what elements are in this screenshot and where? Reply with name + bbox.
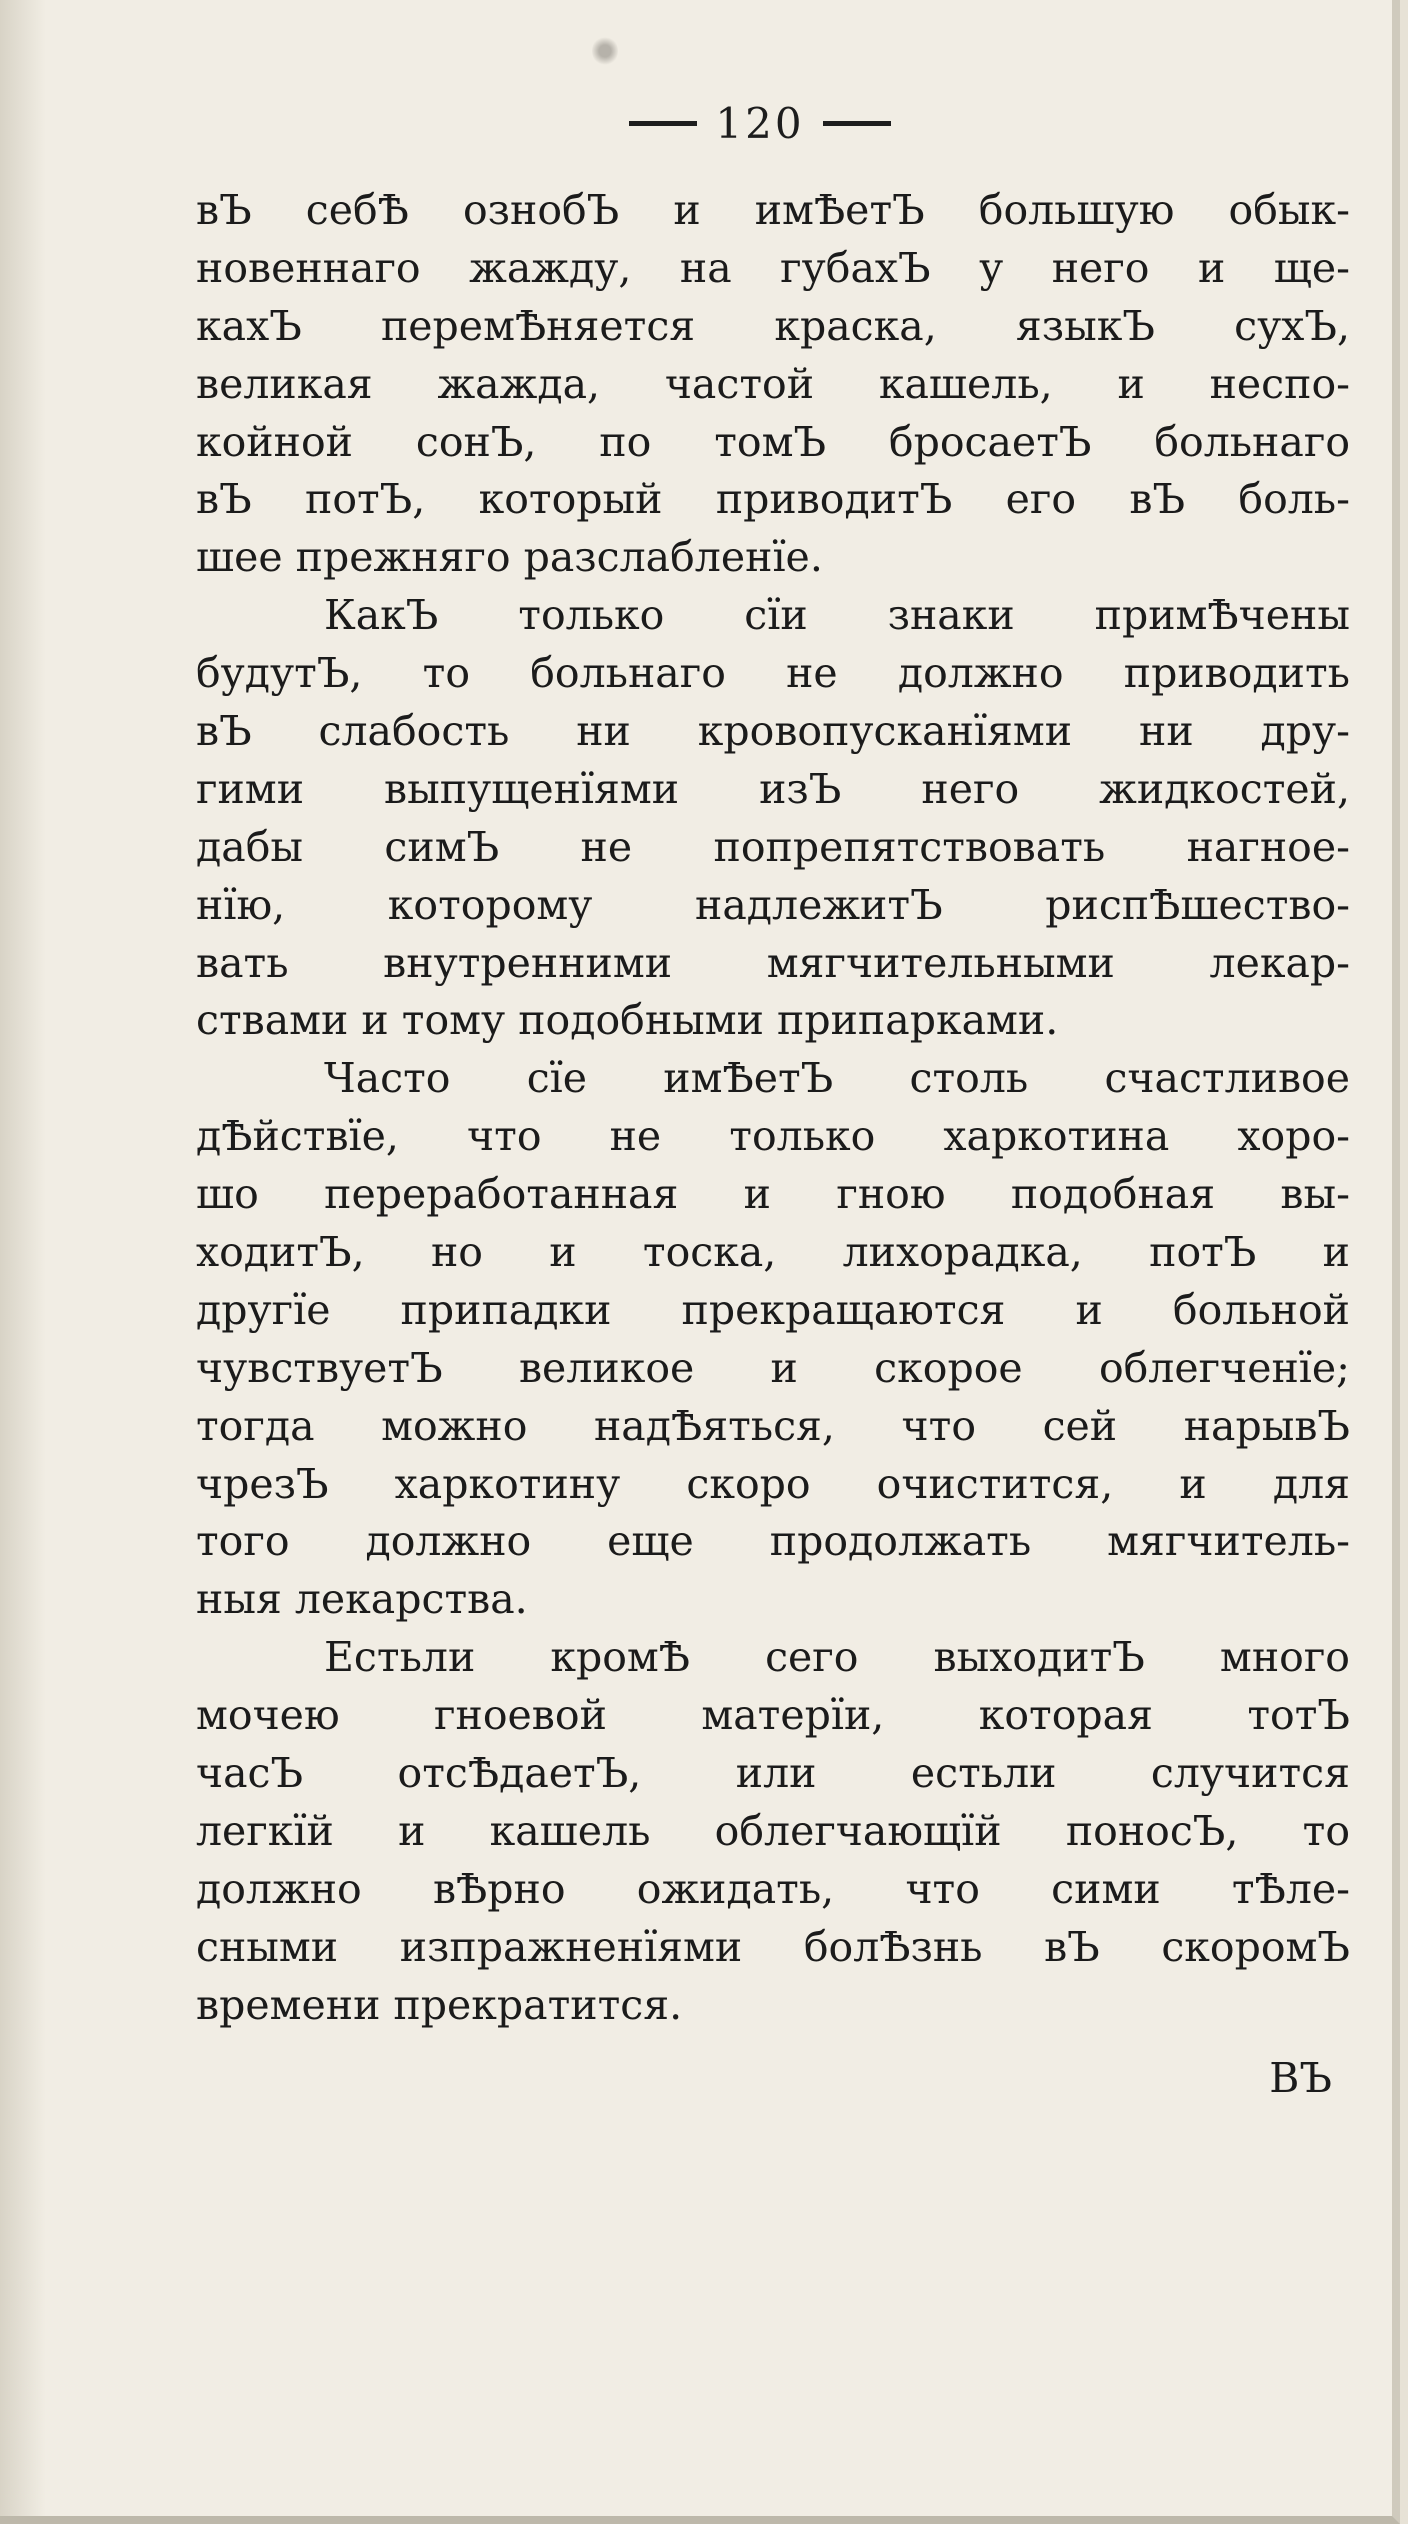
text-line: того должно еще продолжать мягчитель- — [196, 1517, 1350, 1566]
text-line: Естьли кромѢ сего выходитЪ много — [324, 1633, 1350, 1682]
text-line: Часто сїе имѢетЪ столь счастливое — [324, 1054, 1350, 1103]
ink-blot — [592, 36, 618, 66]
text-line: сными изпражненїями болѢзнь вЪ скоромЪ — [196, 1922, 1350, 1971]
text-line: ходитЪ, но и тоска, лихорадка, потЪ и — [196, 1228, 1350, 1277]
header-rule-left — [629, 121, 697, 126]
text-line: тогда можно надѢяться, что сей нарывЪ — [196, 1401, 1350, 1450]
text-line: великая жажда, частой кашель, и неспо- — [196, 359, 1350, 408]
body-text — [196, 182, 1350, 2035]
text-line: шо переработанная и гною подобная вы- — [196, 1170, 1350, 1219]
text-line: вать внутренними мягчительными лекар- — [196, 938, 1350, 987]
text-line: должно вѢрно ожидать, что сими тѢле- — [196, 1864, 1350, 1913]
text-line: вЪ потЪ, который приводитЪ его вЪ боль- — [196, 475, 1350, 524]
text-line: койной сонЪ, по томЪ бросаетЪ больнаго — [196, 417, 1350, 466]
header-rule-right — [823, 121, 891, 126]
text-line: будутЪ, то больнаго не должно приводить — [196, 649, 1350, 698]
text-line: ныя лекарства. — [196, 1575, 528, 1624]
text-line: времени прекратится. — [196, 1980, 683, 2029]
text-line: дабы симЪ не попрепятствовать нагное- — [196, 822, 1350, 871]
text-line: гими выпущенїями изЪ него жидкостей, — [196, 764, 1350, 813]
text-line: легкїй и кашель облегчающїй поносЪ, то — [196, 1806, 1350, 1855]
text-line: новеннаго жажду, на губахЪ у него и ще- — [196, 243, 1350, 292]
text-line: кахЪ перемѢняется краска, языкЪ сухЪ, — [196, 301, 1350, 350]
page-header — [590, 98, 930, 148]
text-line: ствами и тому подобными припарками. — [196, 996, 1059, 1045]
text-line: вЪ слабость ни кровопусканїями ни дру- — [196, 707, 1350, 756]
text-line: другїе припадки прекращаются и больной — [196, 1285, 1350, 1334]
text-line: чувствуетЪ великое и скорое облегченїе; — [196, 1343, 1350, 1392]
text-line: дѢйствїе, что не только харкотина хоро- — [196, 1112, 1350, 1161]
catchword: ВЪ — [1269, 2054, 1332, 2102]
text-line: чрезЪ харкотину скоро очистится, и для — [196, 1459, 1350, 1508]
page-number: 120 — [715, 98, 805, 148]
text-line: вЪ себѢ ознобЪ и имѢетЪ большую обык- — [196, 186, 1350, 234]
text-line: КакЪ только сїи знаки примѢчены — [324, 591, 1350, 640]
text-line: нїю, которому надлежитЪ риспѢшество- — [196, 880, 1350, 929]
text-line: часЪ отсѢдаетЪ, или естьли случится — [196, 1749, 1350, 1798]
binding-shadow — [0, 0, 46, 2516]
text-line: шее прежняго разслабленїе. — [196, 533, 823, 582]
text-line: мочею гноевой матерїи, которая тотЪ — [196, 1691, 1350, 1740]
